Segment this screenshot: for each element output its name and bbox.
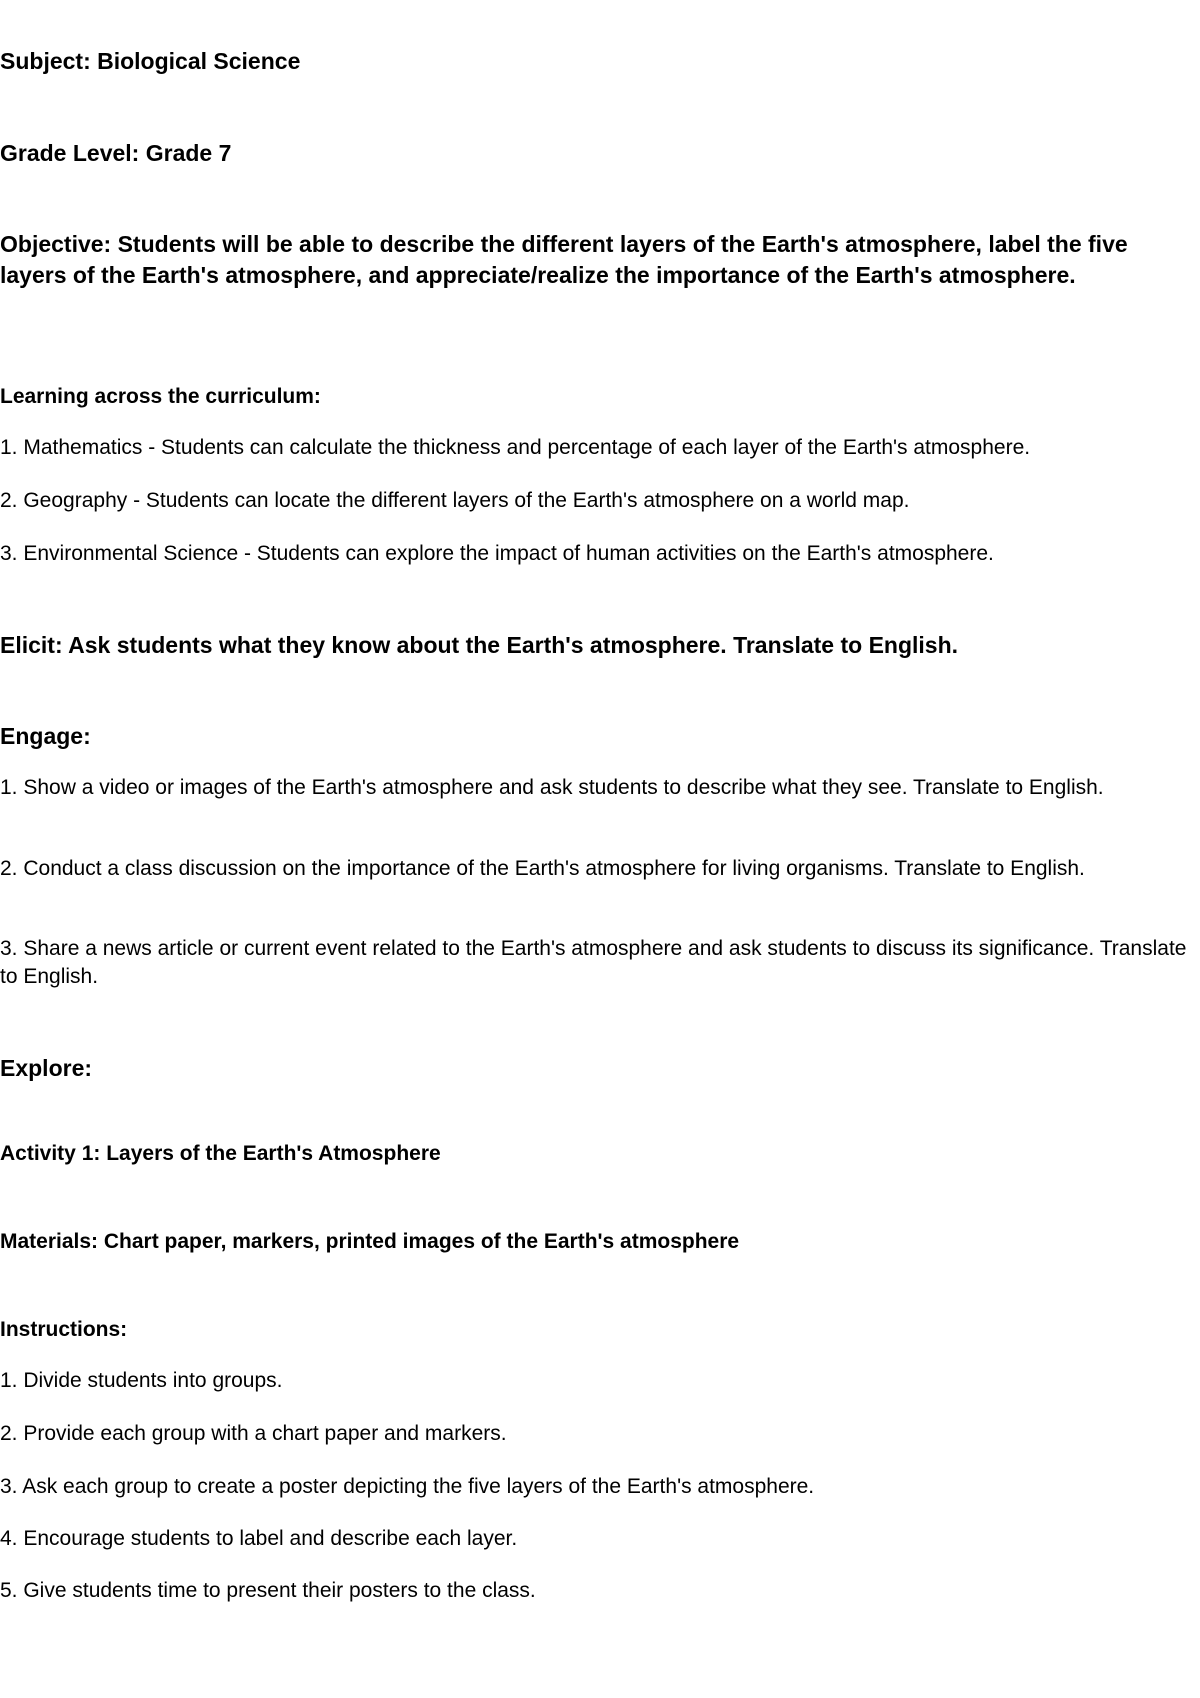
subject-heading: Subject: Biological Science bbox=[0, 48, 301, 74]
learning-item: 1. Mathematics - Students can calculate the thickness and percentage of each layer of the Earth's atmosphere. bbox=[0, 436, 1031, 459]
instruction-item: 4. Encourage students to label and describe each layer. bbox=[0, 1527, 518, 1550]
objective-paragraph: Objective: Students will be able to describe the different layers of the Earth's atmosphere, label the five layers of the Earth's atmosphere, and appreciate/realize the importance of the Earth's atmosphere. bbox=[0, 231, 1128, 288]
learning-item: 2. Geography - Students can locate the different layers of the Earth's atmosphere on a world map. bbox=[0, 489, 910, 512]
engage-item: 1. Show a video or images of the Earth's atmosphere and ask students to describe what they see. Translate to English. bbox=[0, 776, 1104, 799]
grade-level-heading: Grade Level: Grade 7 bbox=[0, 140, 232, 166]
instruction-item: 2. Provide each group with a chart paper and markers. bbox=[0, 1422, 507, 1445]
learning-across-heading: Learning across the curriculum: bbox=[0, 385, 321, 408]
engage-heading: Engage: bbox=[0, 723, 91, 749]
engage-item: 3. Share a news article or current event related to the Earth's atmosphere and ask students to discuss its significance. Translate to English. bbox=[0, 937, 1187, 988]
explore-heading: Explore: bbox=[0, 1055, 93, 1081]
instruction-item: 1. Divide students into groups. bbox=[0, 1369, 283, 1392]
instruction-item: 3. Ask each group to create a poster depicting the five layers of the Earth's atmosphere. bbox=[0, 1475, 815, 1498]
learning-item: 3. Environmental Science - Students can explore the impact of human activities on the Earth's atmosphere. bbox=[0, 542, 994, 565]
instructions-heading: Instructions: bbox=[0, 1318, 128, 1341]
elicit-heading: Elicit: Ask students what they know about the Earth's atmosphere. Translate to English. bbox=[0, 632, 959, 658]
materials-line: Materials: Chart paper, markers, printed images of the Earth's atmosphere bbox=[0, 1230, 740, 1253]
instruction-item: 5. Give students time to present their posters to the class. bbox=[0, 1579, 536, 1602]
engage-item: 2. Conduct a class discussion on the importance of the Earth's atmosphere for living organisms. Translate to English. bbox=[0, 857, 1085, 880]
activity-title: Activity 1: Layers of the Earth's Atmosphere bbox=[0, 1142, 441, 1165]
